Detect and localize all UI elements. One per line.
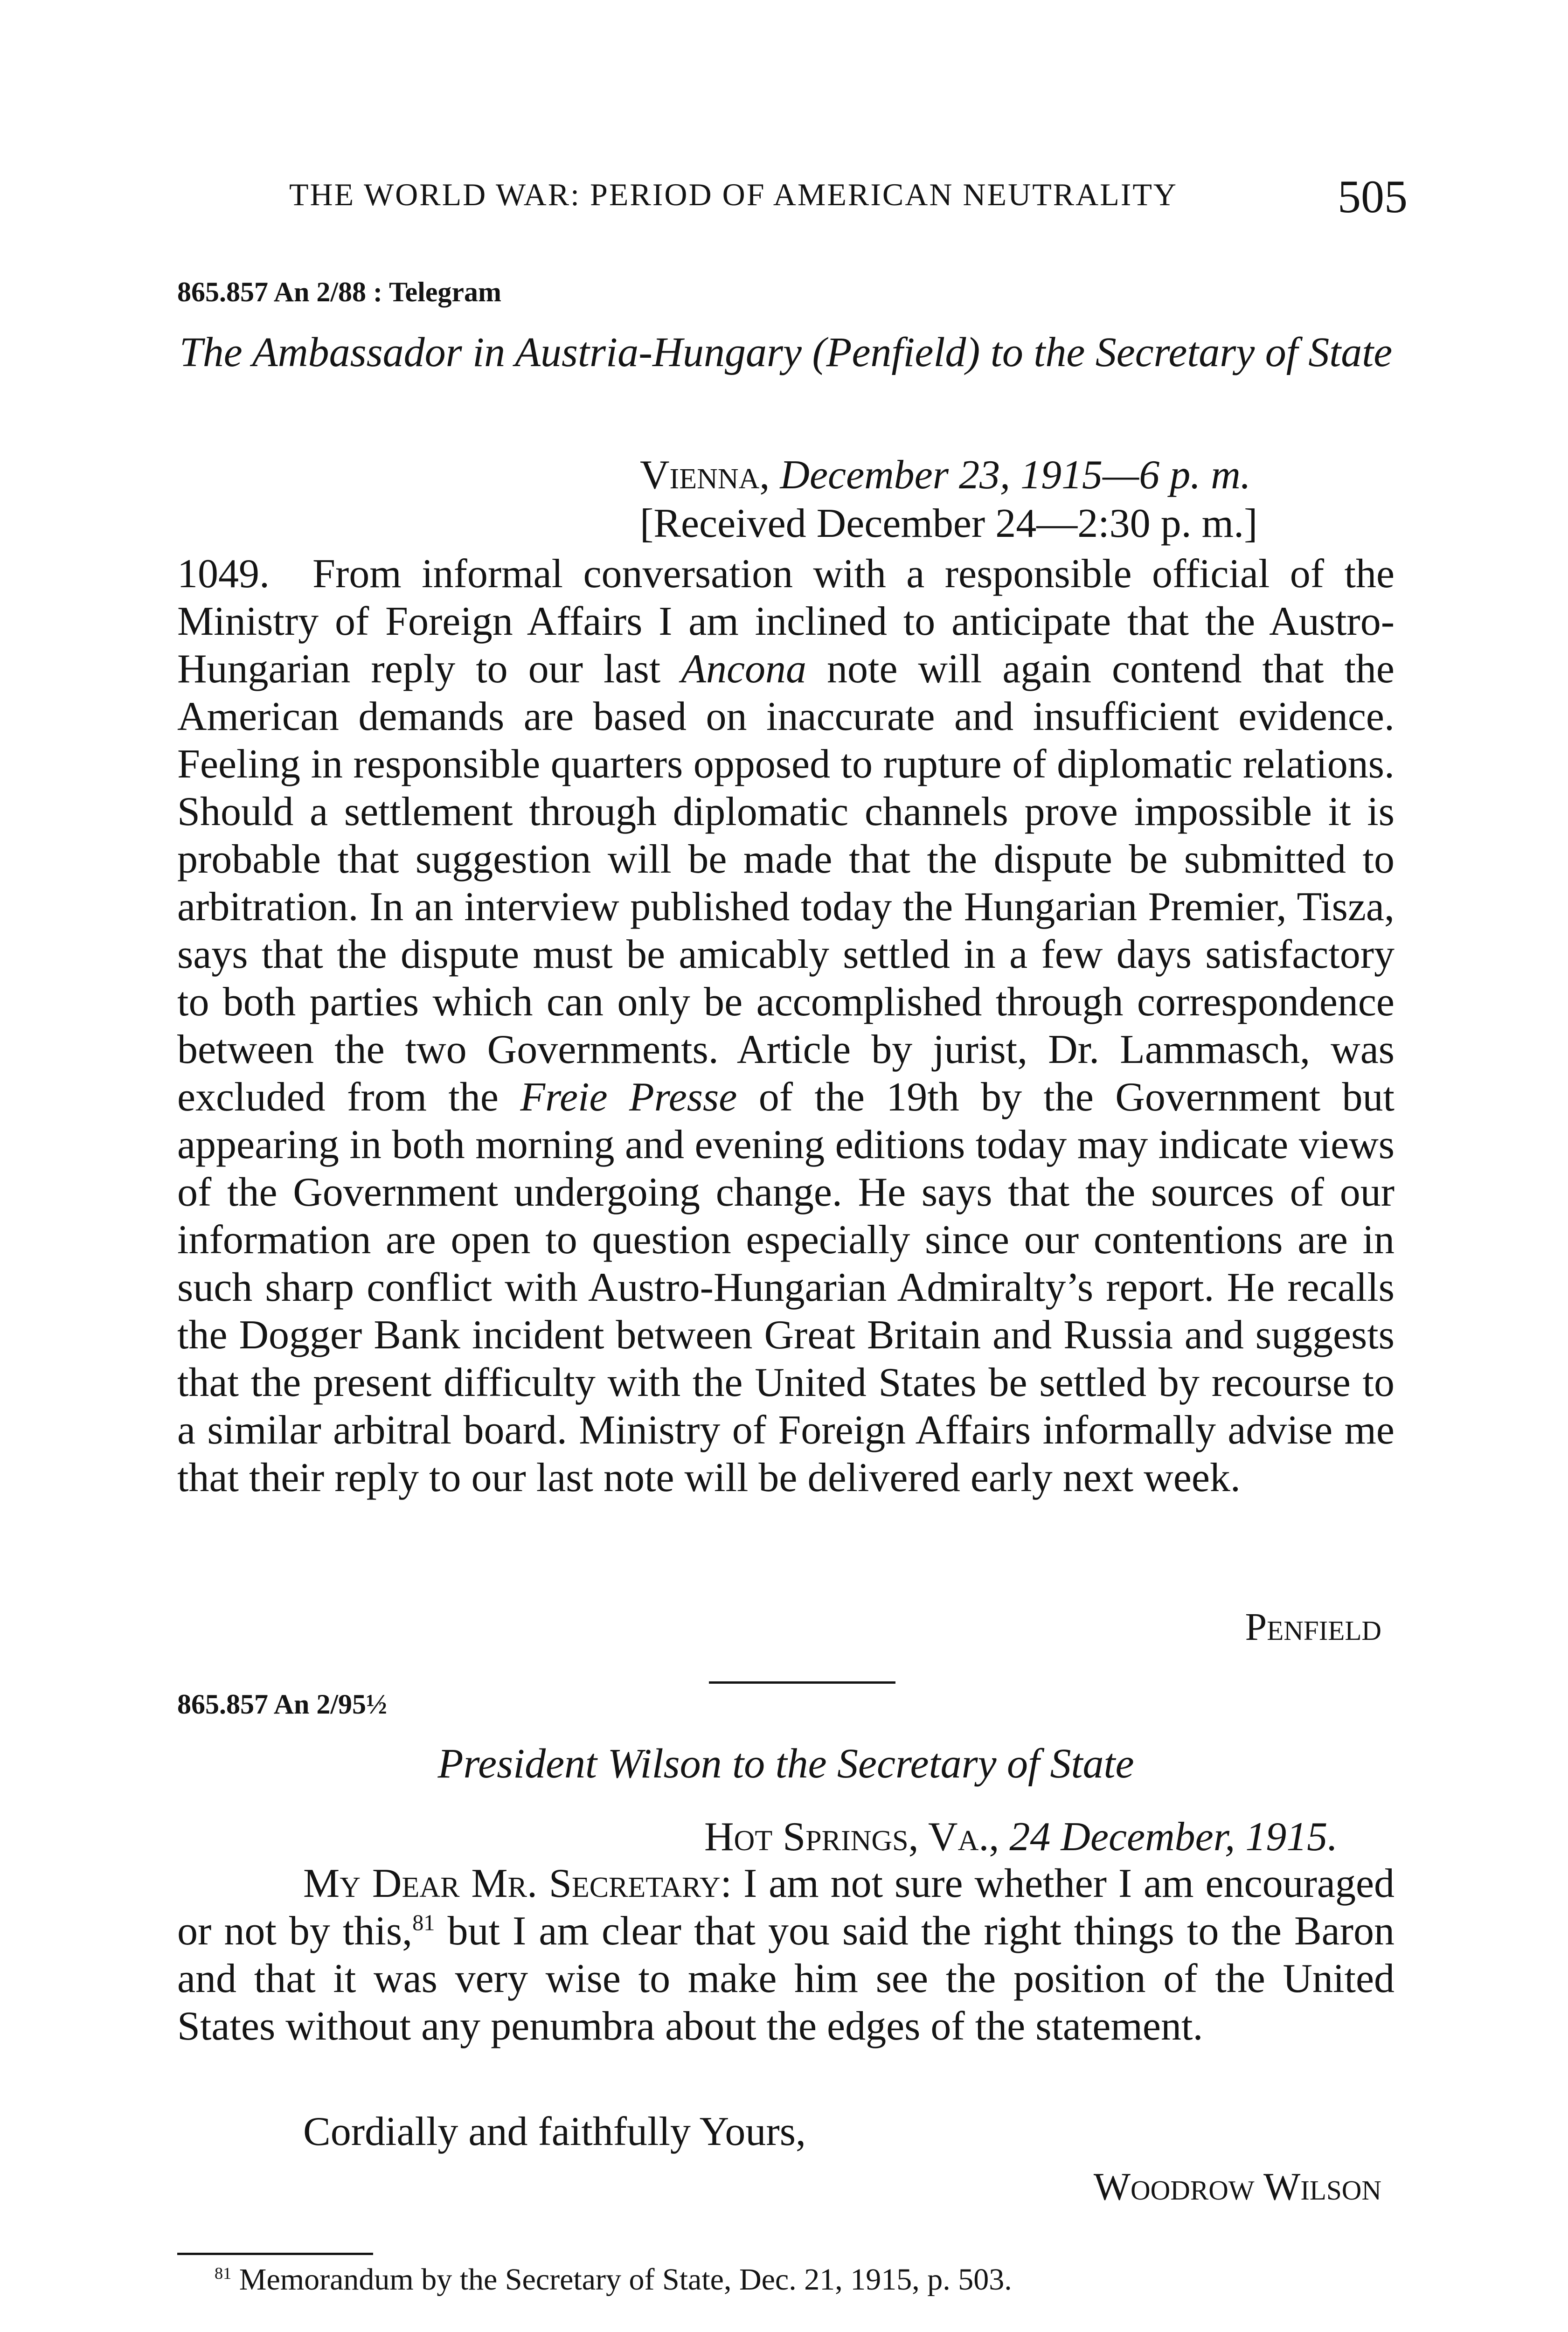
section-divider <box>709 1681 895 1684</box>
dateline-place: Vienna, <box>640 452 770 498</box>
salutation: My Dear Mr. Secretary: <box>303 1861 732 1906</box>
file-reference-1: 865.857 An 2/88 : Telegram <box>177 277 502 307</box>
body-text-part-3: of the 19th by the Government but appearing in both morning and evening editions today may indicate views of the Government undergoing change. He says that the sources of our information are open to question especially since our contentions are in such sharp conflict with Austro-Hungarian Admiralty’s report. He recalls the Dogger Bank incident between Great Britain and Russia and suggests that the present difficulty with the United States be settled by recourse to a similar arbitral board. Ministry of Foreign Affairs informally advise me that their reply to our last note will be delivered early next week. <box>177 1075 1395 1500</box>
file-reference-2: 865.857 An 2/95½ <box>177 1689 388 1720</box>
dateline-1 <box>640 451 1251 499</box>
document-heading-1: The Ambassador in Austria-Hungary (Penfield) to the Secretary of State <box>179 329 1393 375</box>
letter-text-part-1: I am not sure whether I am encouraged or not by this, <box>177 1861 1395 1954</box>
paragraph-number: 1049. <box>177 551 270 597</box>
received-note: [Received December 24—2:30 p. m.] <box>640 501 1258 546</box>
signature-penfield: Penfield <box>1245 1605 1381 1649</box>
dateline-place-2: Hot Springs, Va., <box>704 1814 999 1860</box>
footnote-divider <box>177 2253 373 2255</box>
ship-name-ancona: Ancona <box>681 646 806 692</box>
telegram-body <box>177 550 1395 1502</box>
closing: Cordially and faithfully Yours, <box>303 2109 806 2154</box>
body-text-part-1: From informal conversation with a responsible official of the Ministry of Foreign Affairs I am inclined to anticipate that the Austro-Hungarian reply to our last <box>177 551 1395 692</box>
page-number: 505 <box>1338 171 1408 222</box>
footnote-text: Memorandum by the Secretary of State, Dec. 21, 1915, p. 503. <box>239 2263 1012 2297</box>
letter-body <box>177 1860 1395 2050</box>
newspaper-name: Freie Presse <box>520 1075 737 1120</box>
footnote <box>215 2262 1012 2297</box>
dateline-date-2: 24 December, 1915. <box>1009 1814 1338 1860</box>
dateline-date: December 23, 1915—6 p. m. <box>780 452 1251 498</box>
document-heading-2: President Wilson to the Secretary of State <box>437 1741 1134 1787</box>
running-head: THE WORLD WAR: PERIOD OF AMERICAN NEUTRALITY <box>289 177 1178 212</box>
letter-text-part-2: but I am clear that you said the right things to the Baron and that it was very wise to make him see the position of the United States without any penumbra about the edges of the statement. <box>177 1909 1395 2049</box>
footnote-marker: 81 <box>215 2264 232 2283</box>
signature-wilson: Woodrow Wilson <box>1093 2165 1381 2208</box>
body-text-part-2: note will again contend that the American demands are based on inaccurate and insufficient evidence. Feeling in responsible quarters opposed to rupture of diplomatic relations. Should a settlement through diplomatic channels prove impossible it is probable that suggestion will be made that the dispute be submitted to arbitration. In an interview published today the Hungarian Premier, Tisza, says that the dispute must be amicably settled in a few days satisfactory to both parties which can only be accomplished through correspondence between the two Governments. Article by jurist, Dr. Lammasch, was excluded from the <box>177 646 1395 1120</box>
footnote-reference: 81 <box>412 1910 435 1936</box>
dateline-2 <box>704 1813 1338 1860</box>
